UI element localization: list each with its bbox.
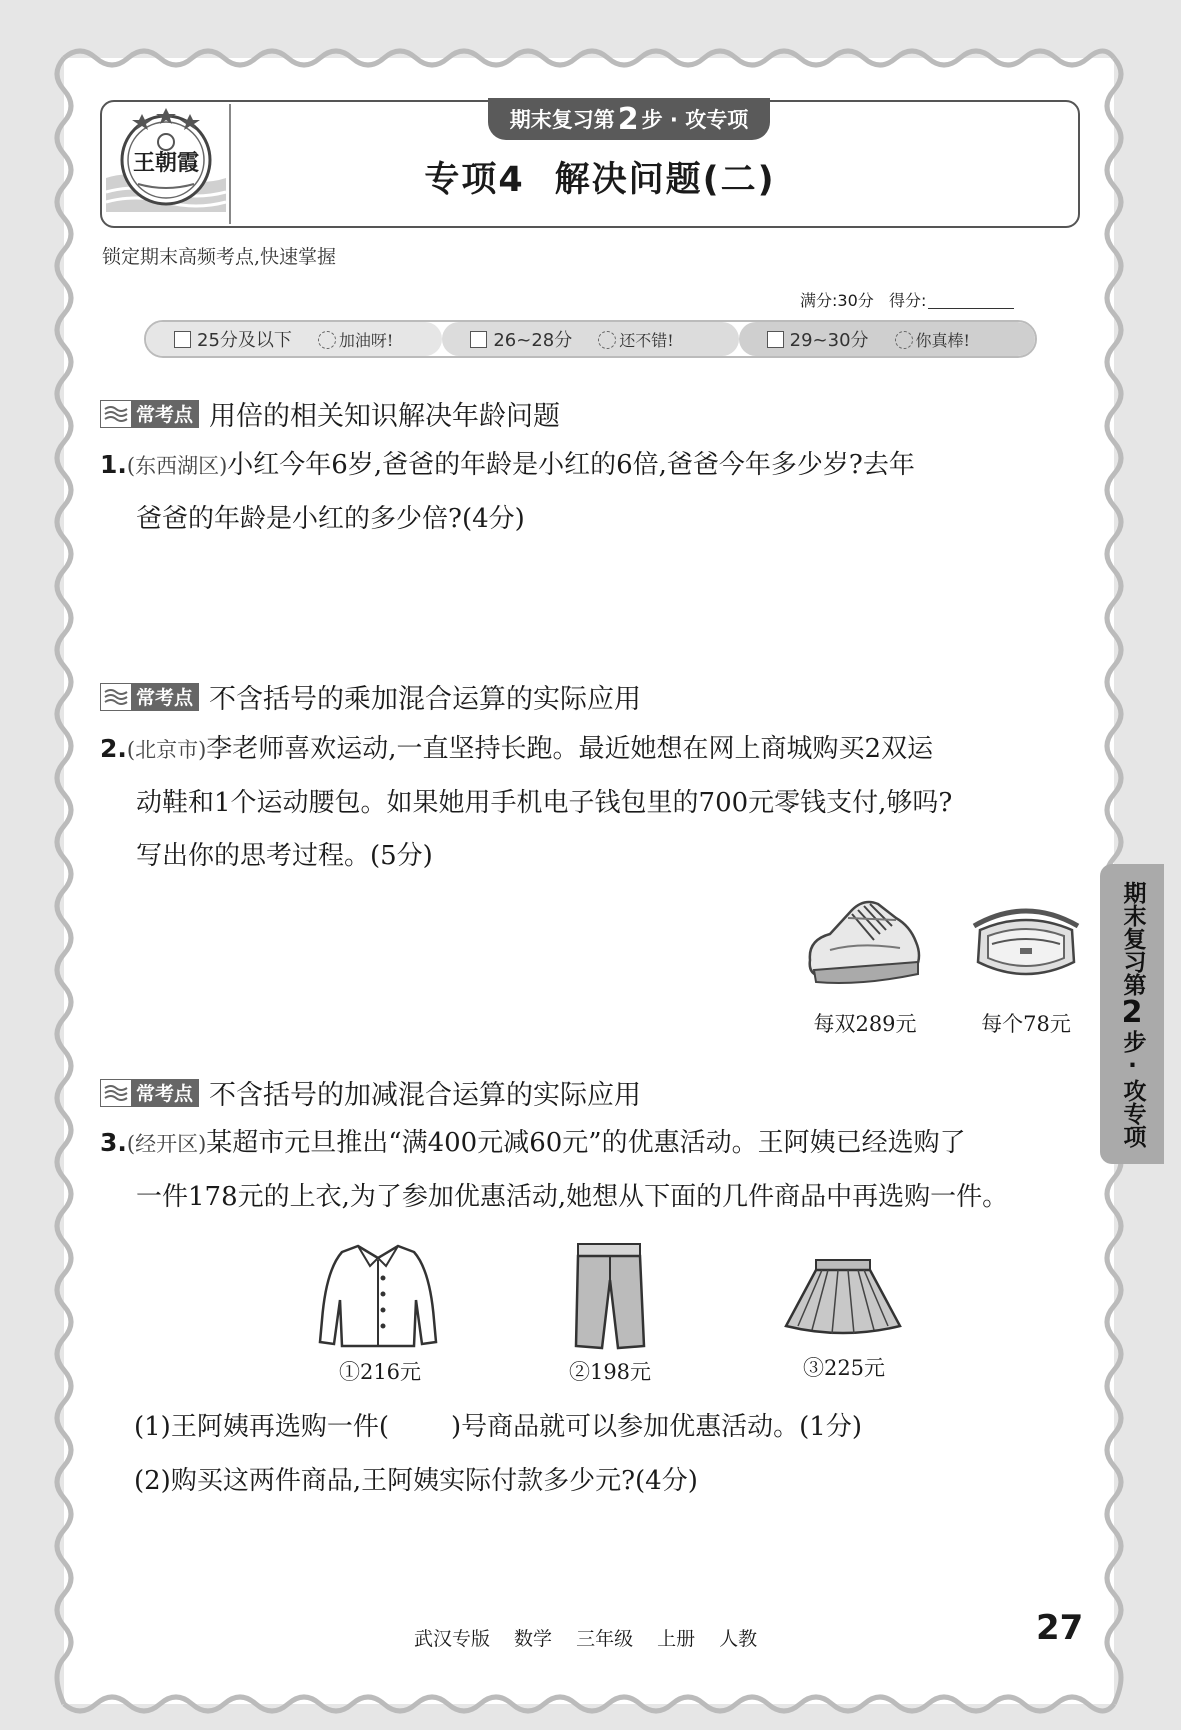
page-title: [360, 152, 840, 202]
rating-cheer: 加油呀!: [338, 330, 394, 350]
question-source: (北京市): [126, 738, 207, 762]
waves-icon: [100, 1079, 132, 1107]
key-point-tag: 常考点: [100, 1079, 199, 1107]
sneaker-icon: [800, 890, 928, 990]
rating-cheer: 你真棒!: [915, 330, 970, 350]
smiley-icon: [895, 331, 913, 349]
shirt-icon: [314, 1240, 442, 1350]
question-text: 写出你的思考过程。(5分): [136, 841, 433, 871]
question-text: 一件178元的上衣,为了参加优惠活动,她想从下面的几件商品中再选购一件。: [136, 1182, 1009, 1212]
rating-bar: [144, 320, 1037, 358]
question-text: 李老师喜欢运动,一直坚持长跑。最近她想在网上商城购买2双运: [206, 734, 934, 764]
key-point-tag: 常考点: [100, 400, 199, 428]
waist-bag-price: 每个78元: [981, 1012, 1071, 1036]
sub-question-1: (1)王阿姨再选购一件( )号商品就可以参加优惠活动。(1分): [134, 1412, 862, 1442]
topic-title: 解决问题(二): [554, 160, 776, 200]
sneaker-price: 每双289元: [813, 1012, 917, 1036]
banner-suffix: 步 · 攻专项: [641, 108, 749, 132]
key-point-title: 用倍的相关知识解决年龄问题: [209, 401, 561, 432]
question-text: 某超市元旦推出“满400元减60元”的优惠活动。王阿姨已经选购了: [206, 1128, 966, 1158]
key-point-heading: [100, 677, 641, 716]
rating-checkbox[interactable]: [470, 331, 487, 348]
svg-text:王朝霞: 王朝霞: [132, 150, 200, 176]
question-3: [100, 1116, 1085, 1224]
banner-prefix: 期末复习第: [509, 108, 615, 132]
question-1: [100, 438, 1085, 546]
key-point-title: 不含括号的乘加混合运算的实际应用: [209, 684, 642, 715]
full-score-label: 满分:30分: [800, 291, 874, 310]
question-text: 小红今年6岁,爸爸的年龄是小红的6倍,爸爸今年多少岁?去年: [227, 450, 915, 480]
question-source: (东西湖区): [126, 454, 228, 478]
question-text: 爸爸的年龄是小红的多少倍?(4分): [136, 504, 525, 534]
key-point-tag: 常考点: [100, 683, 199, 711]
footer-text: 武汉专版 数学 三年级 上册 人教: [414, 1628, 758, 1650]
pants-icon: [570, 1240, 650, 1352]
skirt-price: ③225元: [802, 1356, 886, 1380]
page-number: 27: [1036, 1608, 1084, 1648]
banner-step-number: 2: [617, 101, 639, 137]
smiley-icon: [318, 331, 336, 349]
score-blank[interactable]: [928, 291, 1014, 309]
rating-range: 25分及以下: [197, 330, 292, 351]
key-point-title: 不含括号的加减混合运算的实际应用: [209, 1080, 642, 1111]
key-point-heading: [100, 394, 560, 433]
question-number: 3.: [100, 1128, 127, 1157]
waist-bag-icon: [970, 896, 1082, 986]
shirt-price: ①216元: [338, 1360, 422, 1384]
rating-range: 29~30分: [789, 330, 869, 351]
question-text: 动鞋和1个运动腰包。如果她用手机电子钱包里的700元零钱支付,够吗?: [136, 788, 953, 818]
key-point-heading: [100, 1073, 641, 1112]
rating-item: [146, 322, 442, 356]
score-label: 得分:: [889, 291, 927, 310]
rating-checkbox[interactable]: [767, 331, 784, 348]
question-number: 2.: [100, 734, 127, 763]
rating-item: [739, 322, 1035, 356]
pants-price: ②198元: [568, 1360, 652, 1384]
step-banner: [488, 98, 770, 140]
side-tab: [1100, 864, 1164, 1164]
rating-checkbox[interactable]: [174, 331, 191, 348]
question-source: (经开区): [126, 1132, 207, 1156]
subtitle: 锁定期末高频考点,快速掌握: [102, 246, 337, 268]
smiley-icon: [598, 331, 616, 349]
sub-question-2: (2)购买这两件商品,王阿姨实际付款多少元?(4分): [134, 1466, 698, 1496]
waves-icon: [100, 400, 132, 428]
question-2: [100, 722, 1085, 883]
rating-range: 26~28分: [493, 330, 573, 351]
question-number: 1.: [100, 450, 127, 479]
score-line: [800, 288, 1014, 311]
brand-logo: [100, 100, 232, 228]
side-tab-number: 2: [1121, 994, 1143, 1030]
side-tab-text: 期末复习第: [1119, 880, 1146, 996]
topic-number: 专项4: [424, 160, 525, 200]
skirt-icon: [782, 1256, 904, 1338]
side-tab-text: 步·攻专项: [1119, 1029, 1146, 1148]
rating-cheer: 还不错!: [619, 330, 674, 350]
logo-divider: [229, 104, 231, 224]
rating-item: [442, 322, 738, 356]
waves-icon: [100, 683, 132, 711]
